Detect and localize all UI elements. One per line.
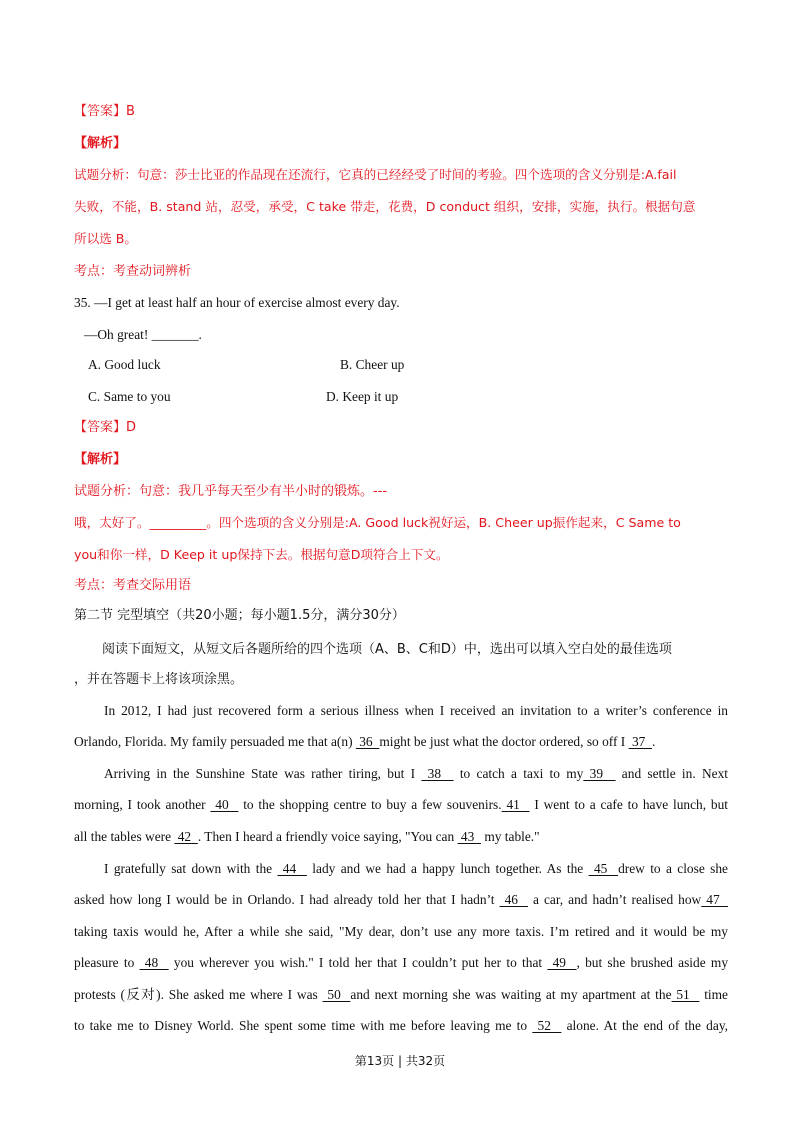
q35-analysis-line3 xyxy=(74,546,449,564)
passage-text: and next morning she was waiting at my apartment at the xyxy=(350,987,672,1002)
q34-analysis-line2 xyxy=(74,198,695,216)
blank-45: 45 xyxy=(588,861,619,876)
passage-p3-line1 xyxy=(104,860,728,878)
passage-text: protests (反对). She asked me where I was xyxy=(74,987,323,1002)
q35-kaodian-text: 考点：考查交际用语 xyxy=(74,578,192,593)
passage-text: lady and we had a happy lunch together. As the xyxy=(306,861,589,876)
q35-option-b: B. Cheer up xyxy=(340,357,405,372)
passage-text: In 2012, I had just recovered form a serious illness when I received an invitation to a writer’s conference in xyxy=(104,703,728,718)
q35-reply: —Oh great! _______. xyxy=(84,327,202,342)
q35-answer xyxy=(74,418,136,437)
blank-43: 43 xyxy=(457,829,481,844)
section-instruction-line2-text: ，并在答题卡上将该项涂黑。 xyxy=(74,672,244,687)
passage-text: might be just what the doctor ordered, so off I xyxy=(379,734,629,749)
passage-text: , but she brushed aside my xyxy=(576,955,729,970)
passage-p3-line3 xyxy=(74,923,728,941)
q35-analysis-label xyxy=(74,450,126,469)
q34-kaodian-text: 考点：考查动词辨析 xyxy=(74,264,192,279)
blank-48: 48 xyxy=(139,955,169,970)
q34-analysis-line1-text: 试题分析：句意：莎士比亚的作品现在还流行，它真的已经经受了时间的考验。四个选项的含义分别是:A.fail xyxy=(74,167,677,182)
passage-text: Orlando, Florida. My family persuaded me that a(n) xyxy=(74,734,356,749)
passage-text: you wherever you wish." I told her that I couldn’t put her to that xyxy=(168,955,548,970)
blank-49: 49 xyxy=(547,955,577,970)
q34-answer-text: 【答案】B xyxy=(74,104,135,119)
passage-p2-line1 xyxy=(104,765,728,783)
blank-39: 39 xyxy=(583,766,616,781)
blank-40: 40 xyxy=(210,797,239,812)
passage-text: . xyxy=(652,734,656,749)
q34-kaodian xyxy=(74,262,191,281)
q34-analysis-label xyxy=(74,134,126,153)
q34-answer xyxy=(74,102,135,121)
page-footer-text: 第13页 | 共32页 xyxy=(354,1054,446,1068)
q35-kaodian xyxy=(74,576,191,595)
passage-text: all the tables were xyxy=(74,829,175,844)
passage-text: I gratefully sat down with the xyxy=(104,861,278,876)
passage-p1-line2 xyxy=(74,733,694,751)
q34-analysis-label-text: 【解析】 xyxy=(74,136,127,151)
q35-option-d: D. Keep it up xyxy=(326,389,399,404)
q35-analysis-line1 xyxy=(74,482,387,501)
passage-text: asked how long I would be in Orlando. I had already told her that I hadn’t xyxy=(74,892,500,907)
passage-text: to the shopping centre to buy a few souvenirs. xyxy=(238,797,502,812)
passage-p3-line6 xyxy=(74,1017,728,1035)
passage-text: to take me to Disney World. She spent some time with me before leaving me to xyxy=(74,1018,533,1033)
passage-text: I went to a cafe to have lunch, but xyxy=(529,797,729,812)
q35-analysis-line1-text: 试题分析：句意：我几乎每天至少有半小时的锻炼。--- xyxy=(74,484,388,499)
passage-text: a car, and hadn’t realised how xyxy=(528,892,702,907)
q34-analysis-line2-text: 失败，不能，B. stand 站，忍受，承受，C take 带走，花费，D conduct 组织，安排，实施，执行。根据句意 xyxy=(74,199,696,214)
q35-analysis-line2-text: 哦，太好了。_________。四个选项的含义分别是:A. Good luck祝好运，B. Cheer up振作起来，C Same to xyxy=(74,515,681,530)
page-footer xyxy=(0,1052,800,1069)
passage-p1-line1 xyxy=(104,702,728,720)
q35-analysis-line2 xyxy=(74,514,681,532)
blank-36: 36 xyxy=(355,734,380,749)
passage-p3-line2 xyxy=(74,891,728,909)
q35-question: 35. —I get at least half an hour of exercise almost every day. xyxy=(74,295,400,310)
passage-p2-line2 xyxy=(74,796,728,814)
blank-46: 46 xyxy=(499,892,528,907)
blank-50: 50 xyxy=(322,987,351,1002)
q35-answer-text: 【答案】D xyxy=(74,420,137,435)
section-title xyxy=(74,606,405,625)
passage-text: . Then I heard a friendly voice saying, "You can xyxy=(197,829,458,844)
blank-52: 52 xyxy=(532,1018,562,1033)
blank-38: 38 xyxy=(421,766,454,781)
passage-text: morning, I took another xyxy=(74,797,211,812)
q34-analysis-line1 xyxy=(74,166,677,184)
blank-47: 47 xyxy=(701,892,729,907)
blank-41: 41 xyxy=(501,797,530,812)
passage-text: Arriving in the Sunshine State was rather tiring, but I xyxy=(104,766,422,781)
q35-option-c: C. Same to you xyxy=(88,389,171,404)
section-instruction-line1-text: 阅读下面短文，从短文后各题所给的四个选项（A、B、C和D）中，选出可以填入空白处的最佳选项 xyxy=(102,642,672,657)
passage-text: taking taxis would he, After a while she said, "My dear, don’t use any more taxis. I’m retired and it would be my xyxy=(74,924,728,939)
q34-analysis-line3-text: 所以选 B。 xyxy=(74,231,138,246)
q35-option-a: A. Good luck xyxy=(88,357,161,372)
q35-analysis-line3-text: you和你一样，D Keep it up保持下去。根据句意D项符合上下文。 xyxy=(74,547,449,562)
q35-analysis-label-text: 【解析】 xyxy=(74,452,127,467)
passage-text: to catch a taxi to my xyxy=(453,766,584,781)
passage-text: and settle in. Next xyxy=(615,766,728,781)
passage-text: drew to a close she xyxy=(618,861,728,876)
blank-44: 44 xyxy=(277,861,307,876)
passage-p3-line5 xyxy=(74,986,728,1004)
passage-text: pleasure to xyxy=(74,955,140,970)
section-instruction-line2 xyxy=(74,670,243,689)
blank-42: 42 xyxy=(174,829,198,844)
passage-p3-line4 xyxy=(74,954,728,972)
q34-analysis-line3 xyxy=(74,230,137,248)
section-title-text: 第二节 完型填空（共20小题；每小题1.5分，满分30分） xyxy=(74,608,405,623)
passage-text: alone. At the end of the day, xyxy=(561,1018,728,1033)
passage-p2-line3 xyxy=(74,828,574,846)
blank-51: 51 xyxy=(671,987,700,1002)
passage-text: my table." xyxy=(480,829,540,844)
section-instruction-line1 xyxy=(102,640,672,659)
blank-37: 37 xyxy=(628,734,653,749)
passage-text: time xyxy=(699,987,728,1002)
